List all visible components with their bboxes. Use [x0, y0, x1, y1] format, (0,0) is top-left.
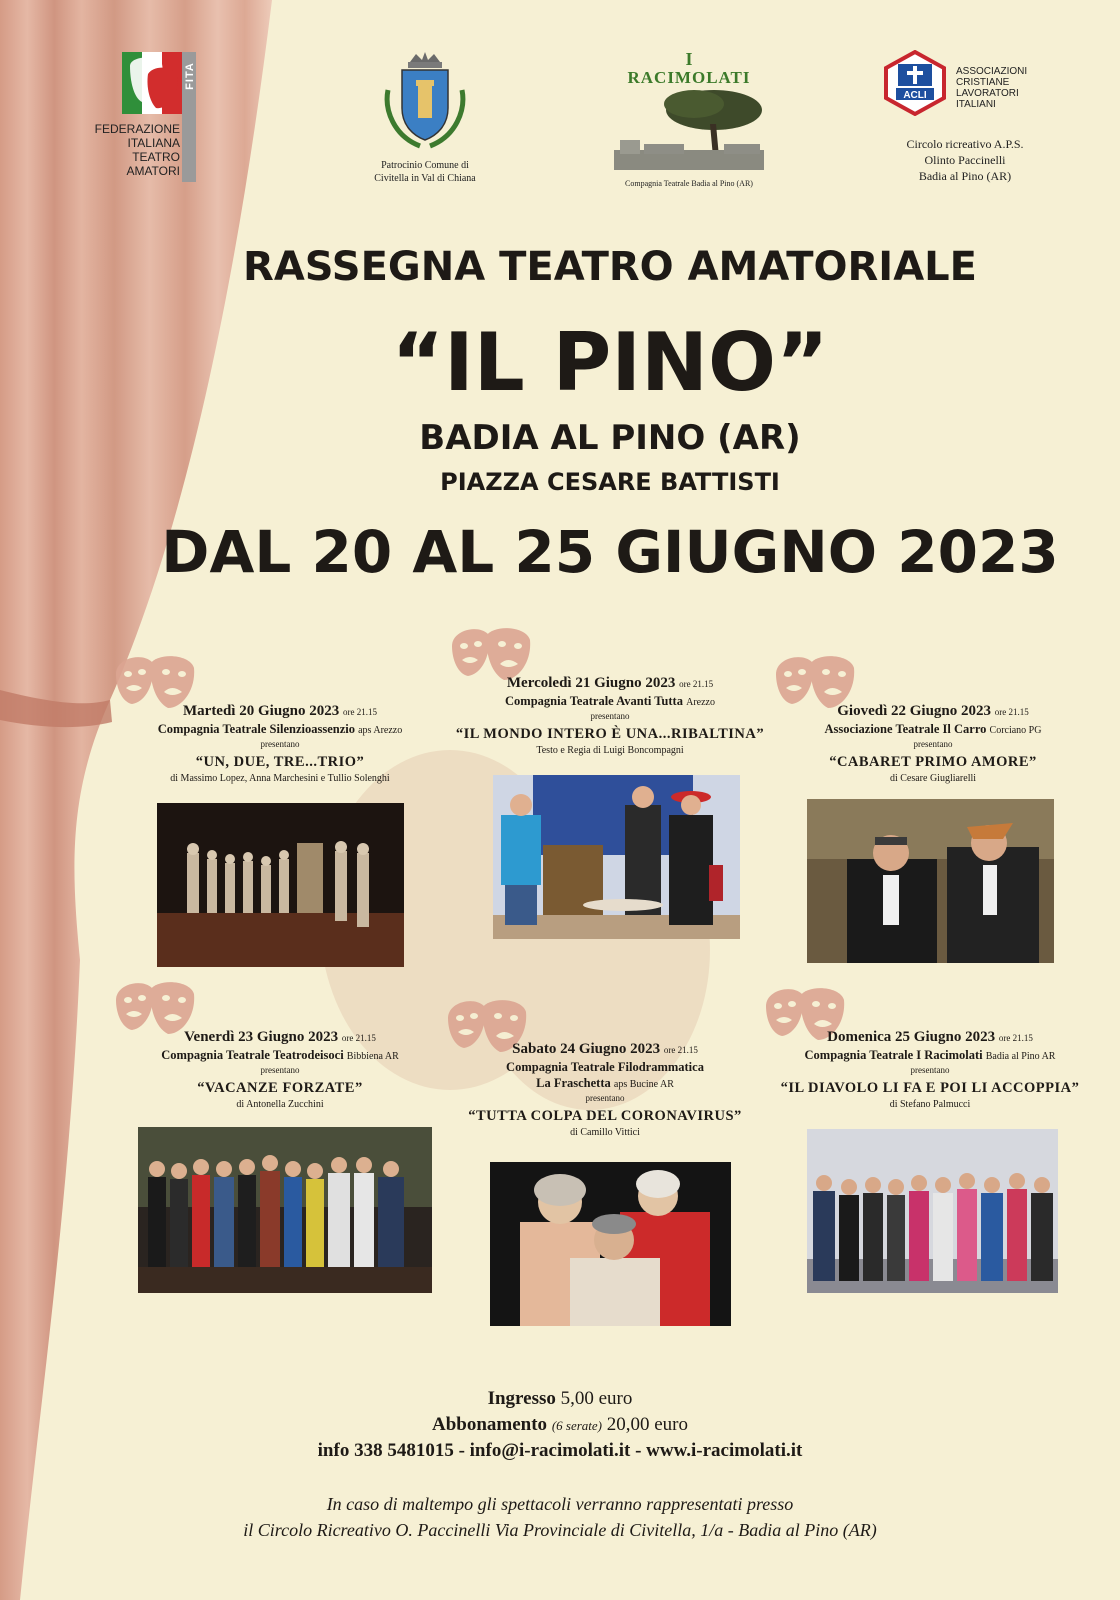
show-date: Sabato 24 Giugno 2023: [512, 1041, 661, 1057]
fita-name: [88, 122, 180, 178]
show-place: aps Bucine AR: [613, 1079, 674, 1090]
show-company: Compagnia Teatrale Filodrammatica: [506, 1060, 704, 1074]
abbonamento-label: Abbonamento: [431, 1414, 548, 1435]
show-presents: presentano: [590, 711, 630, 721]
show-author: di Camillo Vittici: [570, 1127, 640, 1138]
ingresso-label: Ingresso: [487, 1388, 556, 1409]
acli-line: LAVORATORI: [956, 88, 1019, 99]
racimolati-top: I: [685, 49, 693, 69]
acli-line: ITALIANI: [956, 99, 996, 110]
show-card: [770, 1028, 1090, 1111]
show-photo: [157, 803, 404, 967]
show-author: Testo e Regia di Luigi Boncompagni: [536, 745, 684, 756]
ingresso-value: 5,00 euro: [560, 1388, 633, 1409]
show-title: “VACANZE FORZATE”: [197, 1080, 363, 1096]
venue-town: BADIA AL PINO (AR): [419, 418, 801, 458]
show-place: Badia al Pino AR: [985, 1051, 1056, 1062]
show-author: di Cesare Giugliarelli: [889, 773, 977, 784]
coat-of-arms-icon: [380, 50, 470, 150]
show-date: Giovedì 22 Giugno 2023: [837, 703, 992, 719]
abbonamento-note: (6 serate): [551, 1418, 602, 1433]
bad-weather-note: In caso di maltempo gli spettacoli verranno rappresentati presso: [326, 1494, 794, 1514]
circolo-line: Circolo ricreativo A.P.S.: [906, 137, 1024, 151]
fita-vertical-bar: [182, 52, 196, 182]
show-place: Bibbiena AR: [346, 1051, 399, 1062]
show-time: ore 21.15: [341, 1033, 376, 1043]
show-company: Compagnia Teatrale Silenzioassenzio: [157, 722, 355, 736]
acli-badge-text: ACLI: [903, 90, 927, 101]
comune-caption: Patrocinio Comune di: [381, 160, 469, 171]
show-card: [440, 674, 780, 757]
pine-tree-icon: [614, 88, 764, 172]
show-time: ore 21.15: [994, 707, 1029, 717]
bad-weather-venue: il Circolo Ricreativo O. Paccinelli Via Provinciale di Civitella, 1/a - Badia al Pino (AR): [243, 1520, 877, 1540]
show-date: Venerdì 23 Giugno 2023: [184, 1029, 339, 1045]
acli-line: ASSOCIAZIONI: [956, 66, 1028, 77]
abbonamento-value: 20,00 euro: [606, 1414, 689, 1435]
show-presents: presentano: [910, 1065, 950, 1075]
season-pass-price: [200, 1414, 920, 1436]
show-author: di Antonella Zucchini: [236, 1099, 324, 1110]
event-dates: DAL 20 AL 25 GIUGNO 2023: [161, 518, 1059, 586]
contacts: info 338 5481015 - info@i-racimolati.it - www.i-racimolati.it: [317, 1440, 803, 1461]
show-company: Associazione Teatrale Il Carro: [824, 722, 987, 736]
show-presents: presentano: [260, 1065, 300, 1075]
racimolati-name: RACIMOLATI: [627, 68, 751, 87]
show-time: ore 21.15: [998, 1033, 1033, 1043]
show-place: Arezzo: [686, 697, 715, 708]
show-author: di Stefano Palmucci: [889, 1099, 971, 1110]
comune-logo: [355, 50, 495, 185]
acli-hexagon-icon: [882, 50, 948, 116]
show-photo: [138, 1127, 432, 1293]
show-time: ore 21.15: [343, 707, 377, 717]
fita-flag-mask-icon: [122, 52, 182, 114]
show-card: [130, 1028, 430, 1111]
fita-line: AMATORI: [126, 164, 180, 178]
show-title: “IL MONDO INTERO È UNA...RIBALTINA”: [455, 726, 765, 742]
comune-caption: Civitella in Val di Chiana: [374, 173, 476, 184]
show-place: Corciano PG: [989, 725, 1042, 736]
event-series-title: RASSEGNA TEATRO AMATORIALE: [243, 244, 977, 290]
show-card: [130, 702, 430, 785]
circolo-line: Badia al Pino (AR): [918, 169, 1012, 183]
show-company: Compagnia Teatrale I Racimolati: [804, 1048, 983, 1062]
festival-name: “IL PINO”: [391, 316, 829, 409]
show-place: aps Arezzo: [358, 725, 403, 736]
racimolati-caption: Compagnia Teatrale Badia al Pino (AR): [625, 179, 753, 188]
fita-line: FEDERAZIONE: [94, 122, 180, 136]
show-date: Domenica 25 Giugno 2023: [827, 1029, 996, 1045]
show-time: ore 21.15: [663, 1045, 698, 1055]
acli-line: CRISTIANE: [956, 77, 1010, 88]
show-title: “CABARET PRIMO AMORE”: [829, 754, 1037, 770]
show-title: “UN, DUE, TRE...TRIO”: [195, 754, 365, 770]
show-company: Compagnia Teatrale Avanti Tutta: [505, 694, 683, 708]
show-title: “IL DIAVOLO LI FA E POI LI ACCOPPIA”: [780, 1080, 1080, 1096]
show-photo: [493, 775, 740, 939]
stage-curtain: [0, 0, 290, 1600]
show-title: “TUTTA COLPA DEL CORONAVIRUS”: [468, 1108, 742, 1124]
circolo-line: Olinto Paccinelli: [924, 153, 1006, 167]
show-presents: presentano: [913, 739, 953, 749]
show-date: Mercoledì 21 Giugno 2023: [506, 675, 676, 691]
fita-line: TEATRO: [132, 150, 180, 164]
show-photo: [807, 1129, 1058, 1293]
show-presents: presentano: [585, 1093, 625, 1103]
venue-square: PIAZZA CESARE BATTISTI: [440, 468, 780, 496]
show-date: Martedì 20 Giugno 2023: [183, 703, 340, 719]
show-card: [788, 702, 1078, 785]
show-company: Compagnia Teatrale Teatrodeisoci: [161, 1048, 344, 1062]
show-author: di Massimo Lopez, Anna Marchesini e Tullio Solenghi: [170, 773, 390, 784]
fita-line: ITALIANA: [127, 136, 180, 150]
show-time: ore 21.15: [679, 679, 714, 689]
show-photo: [807, 799, 1054, 963]
show-card: [445, 1040, 765, 1139]
fita-vertical-text: FITA: [183, 62, 196, 90]
ticket-price: [200, 1388, 920, 1410]
show-photo: [490, 1162, 731, 1326]
show-presents: presentano: [260, 739, 300, 749]
racimolati-logo: [604, 50, 774, 188]
show-company: La Fraschetta: [536, 1076, 611, 1090]
